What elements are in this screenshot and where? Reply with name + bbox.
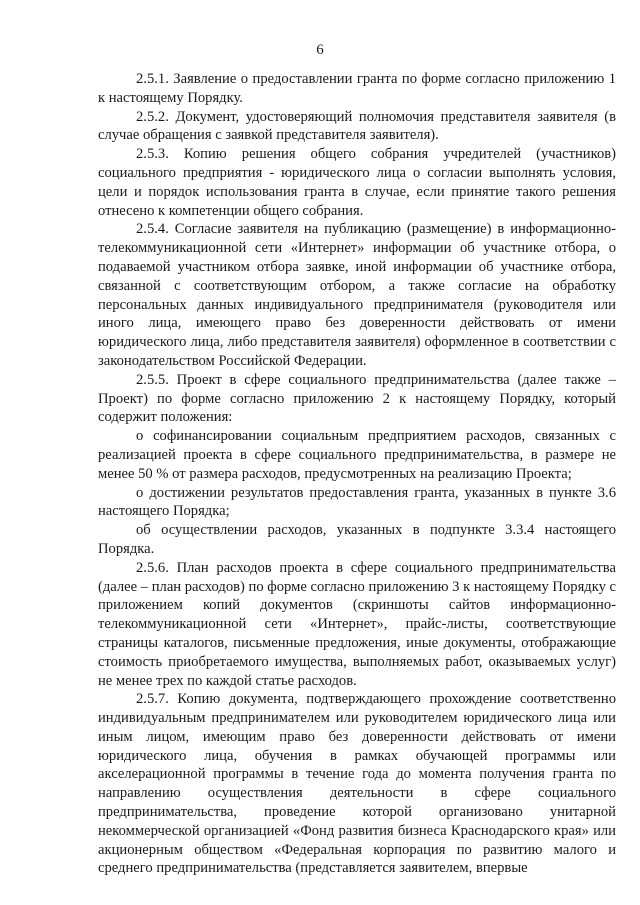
page-number: 6	[316, 42, 324, 58]
document-body	[98, 70, 616, 878]
paragraph-2-5-7: 2.5.7. Копию документа, подтверждающего прохождение соответственно индивидуальным предпринимателем или руководителем юридического лица или иным лицом, имеющим право без доверенности действовать от имени юридического лица, обучения в рамках обучающей программы или акселерационной программы в течение года до момента получения гранта по направлению осуществления деятельности в сфере социального предпринимательства, проведение которой организовано унитарной некоммерческой организацией «Фонд развития бизнеса Краснодарского края» или акционерным обществом «Федеральная корпорация по развитию малого и среднего предпринимательства (представляется заявителем, впервые	[98, 691, 616, 877]
list-item-results: о достижении результатов предоставления гранта, указанных в пункте 3.6 настоящего Порядка;	[98, 484, 616, 520]
paragraph-2-5-5: 2.5.5. Проект в сфере социального предпринимательства (далее также – Проект) по форме согласно приложению 2 к настоящему Порядку, который содержит положения:	[98, 371, 616, 426]
list-item-cofinancing: о софинансировании социальным предприятием расходов, связанных с реализацией проекта в сфере социального предпринимательства, в размере не менее 50 % от размера расходов, предусмотренных на реализацию Проекта;	[98, 428, 616, 482]
paragraph-2-5-3: 2.5.3. Копию решения общего собрания учредителей (участников) социального предприятия - юридического лица о согласии выполнять условия, цели и порядок использования гранта в случае, если принятие такого решения отнесено к компетенции общего собрания.	[98, 146, 616, 219]
paragraph-2-5-1: 2.5.1. Заявление о предоставлении гранта по форме согласно приложению 1 к настоящему Порядку.	[98, 71, 616, 106]
list-item-expenses: об осуществлении расходов, указанных в подпункте 3.3.4 настоящего Порядка.	[98, 522, 616, 557]
paragraph-2-5-6: 2.5.6. План расходов проекта в сфере социального предпринимательства (далее – план расходов) по форме согласно приложению 3 к настоящему Порядку с приложением копий документов (скриншоты сайтов информационно-телекоммуникационной сети «Интернет», прайс-листы, соответствующие страницы каталогов, письменные предложения, иные документы, отображающие стоимость приобретаемого имущества, выполняемых работ, оказываемых услуг) не менее трех по каждой статье расходов.	[98, 559, 617, 689]
paragraph-2-5-2: 2.5.2. Документ, удостоверяющий полномочия представителя заявителя (в случае обращения с заявкой представителя заявителя).	[98, 108, 616, 144]
paragraph-2-5-4: 2.5.4. Согласие заявителя на публикацию (размещение) в информационно-телекоммуникационной сети «Интернет» информации об участнике отбора, о подаваемой участником отбора заявке, иной информации об участнике отбора, связанной с соответствующим отбором, а также согласие на обработку персональных данных индивидуального предпринимателя (руководителя или иного лица, имеющего право без доверенности действовать от имени юридического лица, либо представителя заявителя) оформленное в соответствии с законодательством Российской Федерации.	[98, 221, 616, 369]
